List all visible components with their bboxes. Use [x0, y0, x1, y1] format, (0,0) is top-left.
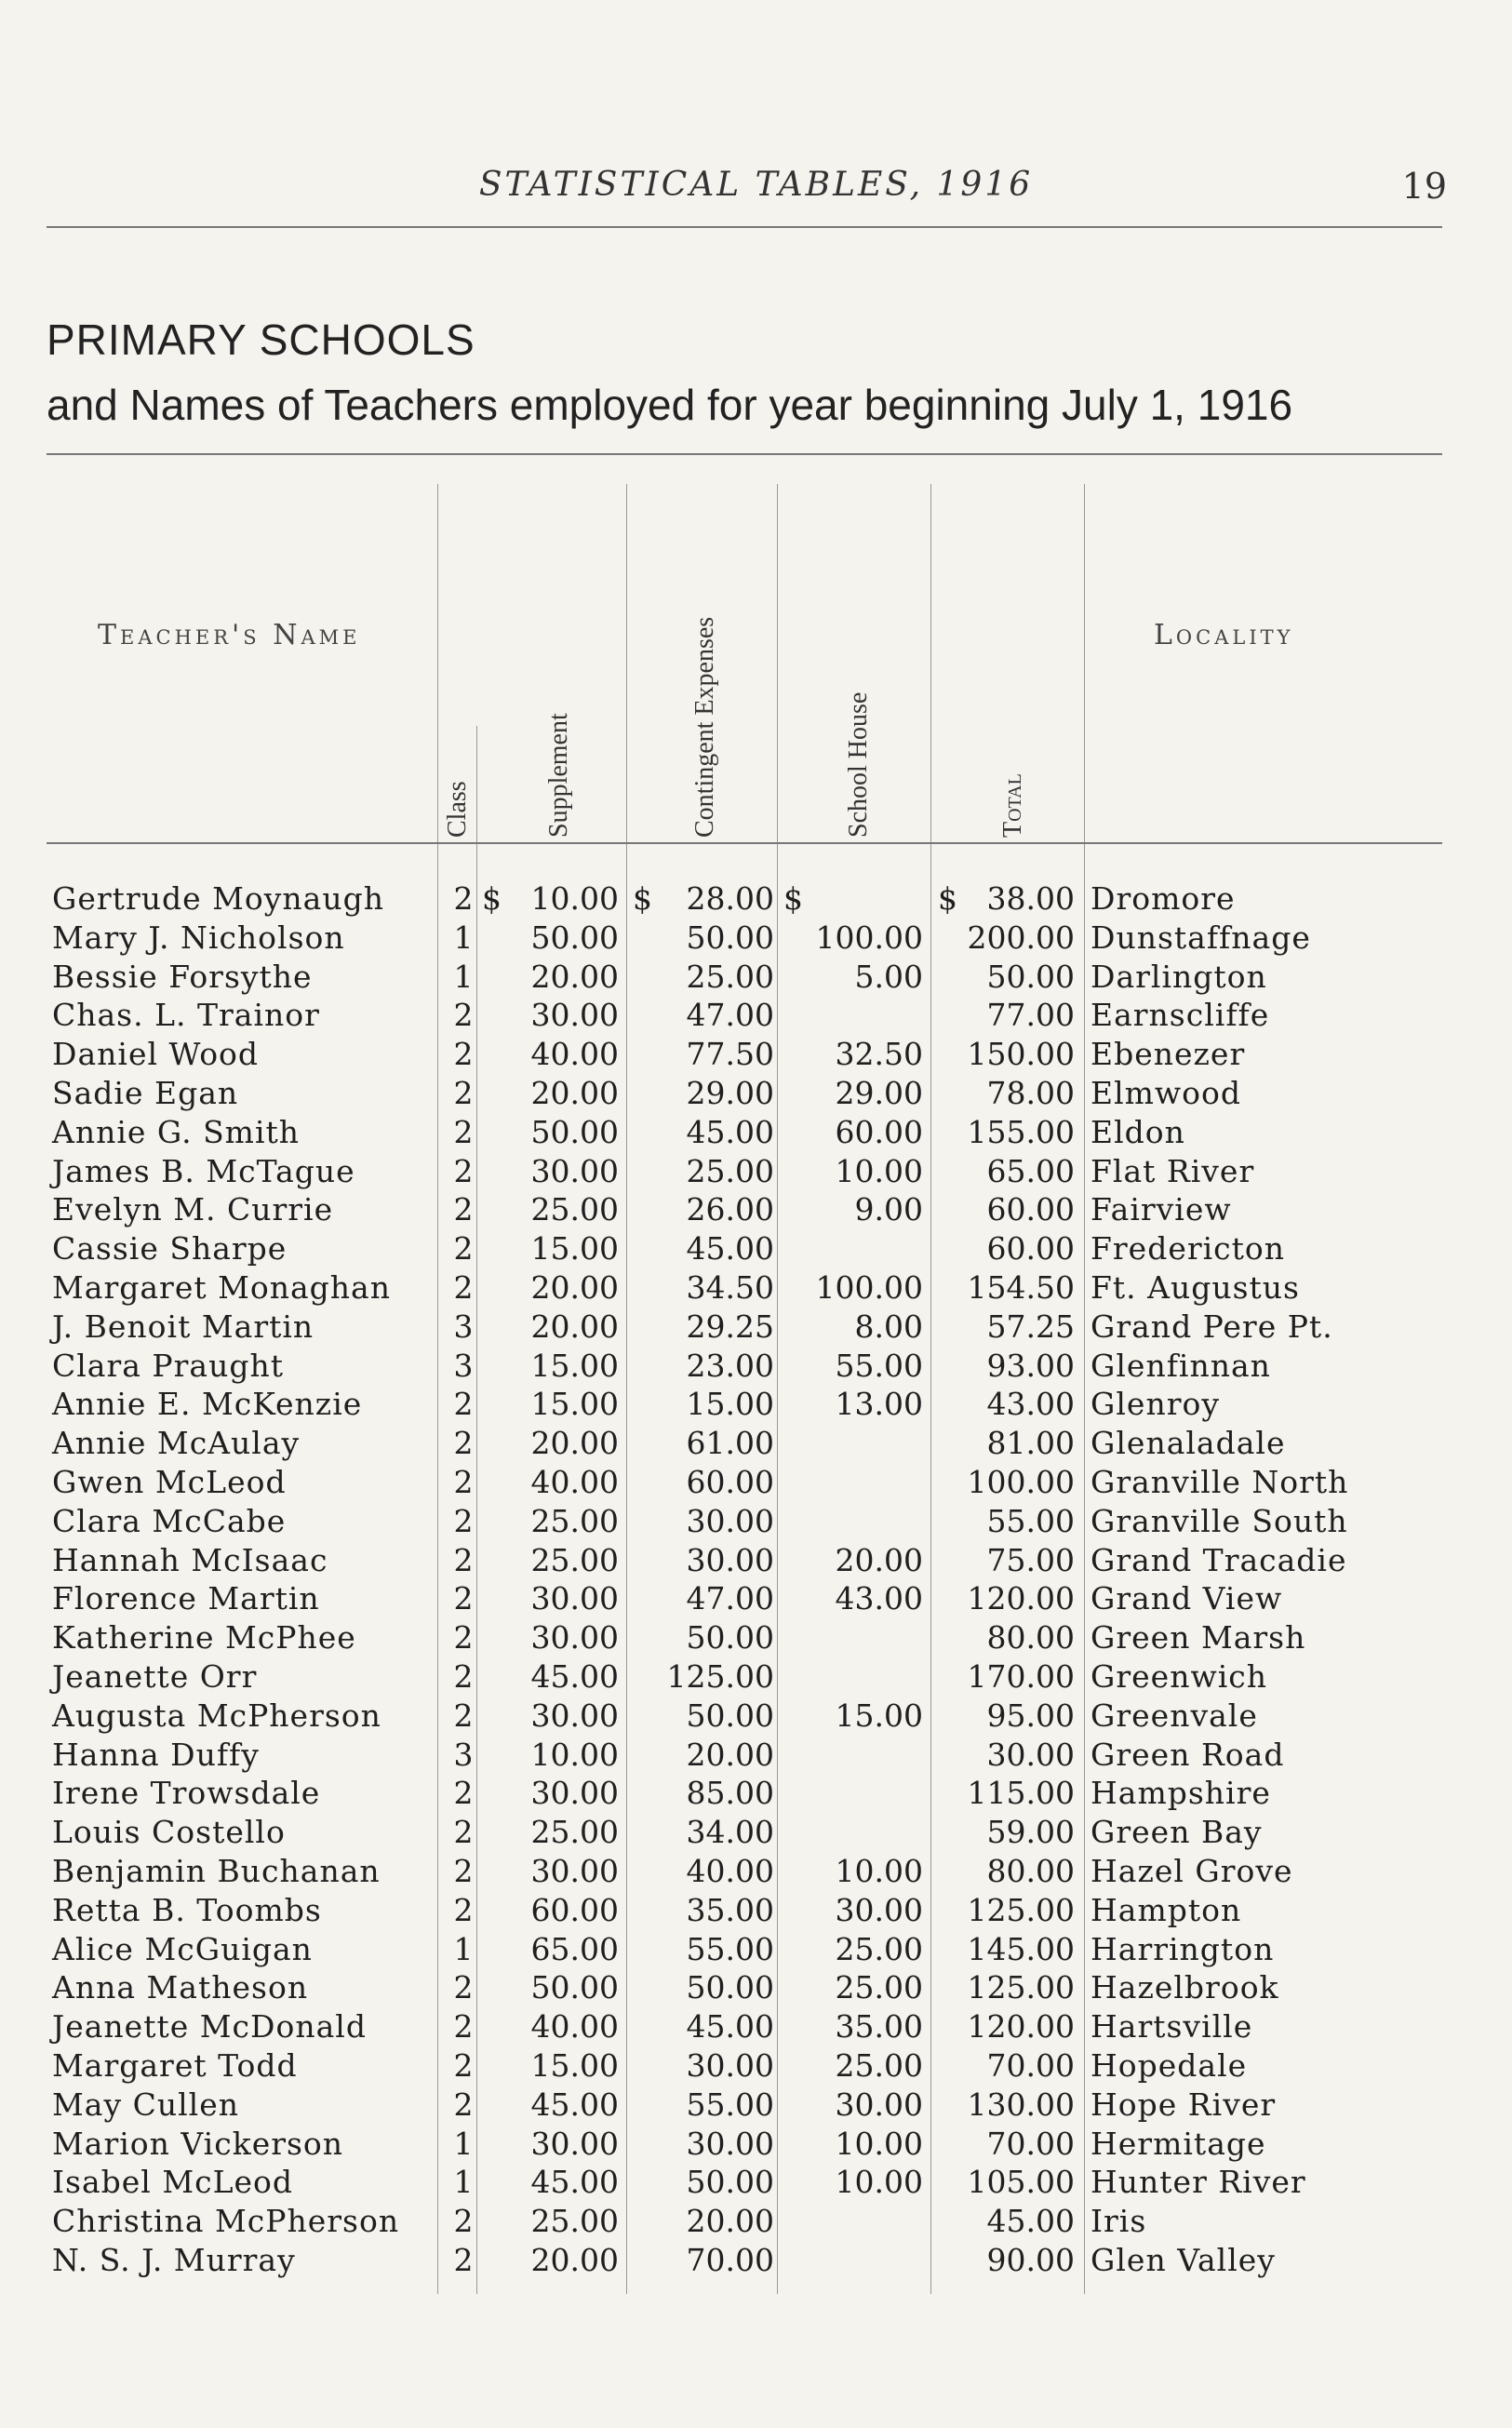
cell-total: 154.50 — [967, 1268, 1075, 1306]
cell-locality: Green Marsh — [1091, 1619, 1306, 1657]
cell-class: 2 — [453, 1386, 474, 1423]
cell-name: Marion Vickerson — [52, 2125, 344, 2162]
cell-class: 2 — [453, 1191, 474, 1228]
cell-total: 170.00 — [967, 1657, 1075, 1695]
cell-school-house: 30.00 — [835, 1891, 923, 1928]
cell-supplement: 40.00 — [530, 1036, 619, 1073]
cell-total: 145.00 — [967, 1930, 1075, 1967]
cell-total: 93.00 — [986, 1347, 1075, 1384]
cell-school-house: 100.00 — [815, 1268, 923, 1306]
cell-locality: Dromore — [1091, 880, 1236, 917]
cell-contingent: 30.00 — [686, 2125, 774, 2162]
cell-contingent: 20.00 — [686, 1736, 774, 1773]
cell-school-house: 8.00 — [854, 1308, 923, 1345]
cell-total: 45.00 — [986, 2203, 1075, 2240]
cell-school-house: 5.00 — [854, 958, 923, 995]
table-row — [0, 1463, 1512, 1502]
cell-class: 2 — [453, 1697, 474, 1734]
cell-total: 80.00 — [986, 1852, 1075, 1889]
cell-contingent: 50.00 — [686, 1697, 774, 1734]
cell-supplement: 30.00 — [530, 1852, 619, 1889]
table-row — [0, 1618, 1512, 1657]
cell-name: Annie McAulay — [52, 1425, 301, 1462]
cell-contingent: 61.00 — [686, 1425, 774, 1462]
table-row — [0, 2007, 1512, 2046]
header-rule — [47, 226, 1442, 228]
cell-school-house: 9.00 — [854, 1191, 923, 1228]
cell-locality: Ebenezer — [1091, 1036, 1246, 1073]
cell-class: 2 — [453, 2203, 474, 2240]
currency-symbol: $ — [938, 880, 957, 917]
cell-name: Mary J. Nicholson — [52, 919, 345, 956]
cell-contingent: 85.00 — [686, 1775, 774, 1812]
cell-contingent: 28.00 — [686, 880, 774, 917]
cell-locality: Hunter River — [1091, 2164, 1306, 2201]
cell-name: Annie G. Smith — [52, 1113, 301, 1150]
cell-supplement: 30.00 — [530, 1152, 619, 1189]
cell-class: 1 — [453, 958, 474, 995]
cell-total: 60.00 — [986, 1230, 1075, 1268]
page-title: PRIMARY SCHOOLS — [47, 315, 475, 364]
cell-total: 125.00 — [967, 1969, 1075, 2006]
cell-locality: Hampshire — [1091, 1775, 1271, 1812]
cell-total: 130.00 — [967, 2086, 1075, 2123]
cell-locality: Hazelbrook — [1091, 1969, 1279, 2006]
table-row — [0, 879, 1512, 919]
cell-locality: Greenvale — [1091, 1697, 1258, 1734]
table-row — [0, 1813, 1512, 1852]
cell-name: Hanna Duffy — [52, 1736, 260, 1773]
cell-name: Katherine McPhee — [52, 1619, 356, 1657]
cell-supplement: 30.00 — [530, 1580, 619, 1617]
cell-name: Annie E. McKenzie — [52, 1386, 363, 1423]
cell-supplement: 25.00 — [530, 1502, 619, 1539]
cell-total: 38.00 — [986, 880, 1075, 917]
cell-supplement: 30.00 — [530, 1697, 619, 1734]
cell-contingent: 50.00 — [686, 1969, 774, 2006]
cell-total: 115.00 — [967, 1775, 1075, 1812]
cell-contingent: 20.00 — [686, 2203, 774, 2240]
cell-total: 95.00 — [986, 1697, 1075, 1734]
cell-supplement: 45.00 — [530, 2086, 619, 2123]
cell-supplement: 30.00 — [530, 1775, 619, 1812]
currency-symbol: $ — [783, 880, 803, 917]
cell-total: 150.00 — [967, 1036, 1075, 1073]
cell-class: 2 — [453, 1268, 474, 1306]
cell-total: 100.00 — [967, 1463, 1075, 1500]
cell-locality: Elmwood — [1091, 1074, 1242, 1111]
cell-locality: Iris — [1091, 2203, 1147, 2240]
cell-supplement: 25.00 — [530, 1191, 619, 1228]
cell-total: 81.00 — [986, 1425, 1075, 1462]
cell-total: 30.00 — [986, 1736, 1075, 1773]
running-head: STATISTICAL TABLES, 1916 — [478, 166, 1034, 204]
cell-locality: Hartsville — [1091, 2008, 1253, 2046]
cell-contingent: 77.50 — [686, 1036, 774, 1073]
table-row — [0, 1968, 1512, 2007]
cell-school-house: 35.00 — [835, 2008, 923, 2046]
table-row — [0, 1891, 1512, 1930]
cell-contingent: 50.00 — [686, 1619, 774, 1657]
cell-supplement: 15.00 — [530, 1230, 619, 1268]
cell-name: Anna Matheson — [52, 1969, 309, 2006]
cell-class: 2 — [453, 1541, 474, 1578]
table-row — [0, 1774, 1512, 1813]
cell-name: Evelyn M. Currie — [52, 1191, 334, 1228]
cell-total: 90.00 — [986, 2241, 1075, 2278]
cell-school-house: 55.00 — [835, 1347, 923, 1384]
table-row — [0, 1852, 1512, 1891]
cell-class: 2 — [453, 1230, 474, 1268]
cell-school-house: 10.00 — [835, 1852, 923, 1889]
cell-name: Clara Praught — [52, 1347, 284, 1384]
cell-name: Augusta McPherson — [52, 1697, 381, 1734]
cell-class: 2 — [453, 2008, 474, 2046]
cell-school-house: 30.00 — [835, 2086, 923, 2123]
table-row — [0, 2086, 1512, 2125]
cell-school-house: 43.00 — [835, 1580, 923, 1617]
cell-supplement: 25.00 — [530, 1541, 619, 1578]
cell-name: Clara McCabe — [52, 1502, 287, 1539]
cell-total: 120.00 — [967, 2008, 1075, 2046]
cell-locality: Darlington — [1091, 958, 1267, 995]
cell-locality: Hope River — [1091, 2086, 1277, 2123]
cell-total: 57.25 — [986, 1308, 1075, 1345]
cell-name: Chas. L. Trainor — [52, 997, 320, 1034]
cell-supplement: 20.00 — [530, 1425, 619, 1462]
table-row — [0, 958, 1512, 997]
header-bottom-rule — [47, 842, 1442, 844]
cell-name: Isabel McLeod — [52, 2164, 294, 2201]
table-row — [0, 2163, 1512, 2202]
cell-supplement: 15.00 — [530, 1386, 619, 1423]
cell-class: 2 — [453, 1074, 474, 1111]
cell-locality: Grand View — [1091, 1580, 1283, 1617]
cell-name: Louis Costello — [52, 1814, 286, 1851]
cell-school-house: 13.00 — [835, 1386, 923, 1423]
cell-class: 2 — [453, 1852, 474, 1889]
cell-locality: Glenaladale — [1091, 1425, 1286, 1462]
cell-total: 77.00 — [986, 997, 1075, 1034]
table-row — [0, 1736, 1512, 1775]
cell-contingent: 60.00 — [686, 1463, 774, 1500]
cell-locality: Grand Tracadie — [1091, 1541, 1347, 1578]
cell-class: 2 — [453, 1969, 474, 2006]
cell-locality: Dunstaffnage — [1091, 919, 1311, 956]
cell-name: Hannah McIsaac — [52, 1541, 328, 1578]
cell-contingent: 34.00 — [686, 1814, 774, 1851]
cell-contingent: 29.00 — [686, 1074, 774, 1111]
cell-class: 2 — [453, 2241, 474, 2278]
table-row — [0, 1229, 1512, 1268]
cell-contingent: 55.00 — [686, 2086, 774, 2123]
header-supplement: Supplement — [544, 713, 573, 838]
cell-school-house: 10.00 — [835, 2125, 923, 2162]
cell-contingent: 45.00 — [686, 1113, 774, 1150]
cell-total: 43.00 — [986, 1386, 1075, 1423]
cell-total: 200.00 — [967, 919, 1075, 956]
title-rule — [47, 453, 1442, 455]
table-row — [0, 2125, 1512, 2164]
cell-class: 2 — [453, 1113, 474, 1150]
cell-supplement: 20.00 — [530, 1268, 619, 1306]
cell-name: Gertrude Moynaugh — [52, 880, 384, 917]
table-row — [0, 1074, 1512, 1113]
cell-supplement: 15.00 — [530, 2046, 619, 2084]
cell-contingent: 15.00 — [686, 1386, 774, 1423]
cell-class: 2 — [453, 2086, 474, 2123]
cell-contingent: 23.00 — [686, 1347, 774, 1384]
cell-name: Bessie Forsythe — [52, 958, 313, 995]
cell-class: 2 — [453, 1036, 474, 1073]
cell-contingent: 40.00 — [686, 1852, 774, 1889]
cell-school-house: 10.00 — [835, 2164, 923, 2201]
cell-locality: Earnscliffe — [1091, 997, 1270, 1034]
cell-contingent: 34.50 — [686, 1268, 774, 1306]
cell-class: 2 — [453, 1502, 474, 1539]
cell-contingent: 70.00 — [686, 2241, 774, 2278]
cell-school-house: 15.00 — [835, 1697, 923, 1734]
cell-locality: Grand Pere Pt. — [1091, 1308, 1333, 1345]
cell-school-house: 25.00 — [835, 2046, 923, 2084]
cell-locality: Fairview — [1091, 1191, 1232, 1228]
table-row — [0, 1657, 1512, 1697]
table-row — [0, 1113, 1512, 1152]
table-row — [0, 1930, 1512, 1969]
header-teachers-name: Teacher's Name — [98, 619, 361, 651]
cell-supplement: 20.00 — [530, 958, 619, 995]
cell-contingent: 50.00 — [686, 2164, 774, 2201]
cell-locality: Granville South — [1091, 1502, 1348, 1539]
cell-locality: Harrington — [1091, 1930, 1275, 1967]
cell-locality: Flat River — [1091, 1152, 1255, 1189]
table-row — [0, 996, 1512, 1035]
cell-name: Gwen McLeod — [52, 1463, 287, 1500]
cell-class: 1 — [453, 919, 474, 956]
cell-name: Sadie Egan — [52, 1074, 239, 1111]
cell-contingent: 30.00 — [686, 2046, 774, 2084]
cell-class: 1 — [453, 2125, 474, 2162]
cell-supplement: 45.00 — [530, 1657, 619, 1695]
cell-locality: Hopedale — [1091, 2046, 1248, 2084]
cell-total: 60.00 — [986, 1191, 1075, 1228]
cell-locality: Glenfinnan — [1091, 1347, 1271, 1384]
cell-class: 3 — [453, 1736, 474, 1773]
cell-name: Daniel Wood — [52, 1036, 260, 1073]
cell-school-house: 60.00 — [835, 1113, 923, 1150]
page-number: 19 — [1401, 166, 1447, 207]
table-row — [0, 1697, 1512, 1736]
cell-contingent: 29.25 — [686, 1308, 774, 1345]
header-total: Total — [998, 773, 1027, 838]
cell-school-house: 25.00 — [835, 1969, 923, 2006]
cell-locality: Eldon — [1091, 1113, 1185, 1150]
cell-total: 55.00 — [986, 1502, 1075, 1539]
cell-total: 78.00 — [986, 1074, 1075, 1111]
cell-supplement: 25.00 — [530, 2203, 619, 2240]
cell-locality: Granville North — [1091, 1463, 1349, 1500]
cell-locality: Fredericton — [1091, 1230, 1286, 1268]
cell-total: 155.00 — [967, 1113, 1075, 1150]
cell-school-house: 32.50 — [835, 1036, 923, 1073]
cell-contingent: 25.00 — [686, 1152, 774, 1189]
header-locality: Locality — [1154, 619, 1294, 651]
cell-class: 2 — [453, 880, 474, 917]
cell-total: 59.00 — [986, 1814, 1075, 1851]
cell-class: 2 — [453, 1775, 474, 1812]
cell-supplement: 30.00 — [530, 997, 619, 1034]
table-row — [0, 1579, 1512, 1618]
cell-class: 2 — [453, 997, 474, 1034]
cell-contingent: 125.00 — [666, 1657, 774, 1695]
cell-name: James B. McTague — [52, 1152, 355, 1189]
page-subtitle: and Names of Teachers employed for year beginning July 1, 1916 — [47, 381, 1293, 429]
cell-class: 1 — [453, 1930, 474, 1967]
cell-supplement: 25.00 — [530, 1814, 619, 1851]
cell-total: 75.00 — [986, 1541, 1075, 1578]
cell-class: 2 — [453, 1580, 474, 1617]
cell-name: Alice McGuigan — [52, 1930, 313, 1967]
cell-supplement: 60.00 — [530, 1891, 619, 1928]
cell-locality: Green Bay — [1091, 1814, 1263, 1851]
cell-total: 70.00 — [986, 2046, 1075, 2084]
table-row — [0, 919, 1512, 958]
cell-name: J. Benoit Martin — [52, 1308, 314, 1345]
header-school-house: School House — [844, 691, 873, 838]
cell-supplement: 50.00 — [530, 1113, 619, 1150]
cell-supplement: 20.00 — [530, 1308, 619, 1345]
cell-name: Retta B. Toombs — [52, 1891, 322, 1928]
cell-contingent: 50.00 — [686, 919, 774, 956]
table-row — [0, 1308, 1512, 1347]
cell-class: 3 — [453, 1308, 474, 1345]
table-row — [0, 1152, 1512, 1191]
cell-name: N. S. J. Murray — [52, 2241, 296, 2278]
cell-locality: Hazel Grove — [1091, 1852, 1293, 1889]
cell-total: 50.00 — [986, 958, 1075, 995]
cell-locality: Greenwich — [1091, 1657, 1267, 1695]
cell-supplement: 30.00 — [530, 1619, 619, 1657]
table-row — [0, 1347, 1512, 1386]
cell-name: Benjamin Buchanan — [52, 1852, 381, 1889]
cell-name: Jeanette Orr — [52, 1657, 258, 1695]
cell-class: 2 — [453, 2046, 474, 2084]
table-row — [0, 1268, 1512, 1308]
cell-class: 2 — [453, 1152, 474, 1189]
cell-supplement: 65.00 — [530, 1930, 619, 1967]
cell-supplement: 50.00 — [530, 1969, 619, 2006]
cell-contingent: 30.00 — [686, 1541, 774, 1578]
cell-locality: Green Road — [1091, 1736, 1285, 1773]
cell-contingent: 47.00 — [686, 1580, 774, 1617]
cell-contingent: 45.00 — [686, 1230, 774, 1268]
cell-supplement: 50.00 — [530, 919, 619, 956]
cell-total: 65.00 — [986, 1152, 1075, 1189]
cell-supplement: 30.00 — [530, 2125, 619, 2162]
cell-contingent: 35.00 — [686, 1891, 774, 1928]
cell-name: Irene Trowsdale — [52, 1775, 321, 1812]
cell-contingent: 26.00 — [686, 1191, 774, 1228]
table-row — [0, 1541, 1512, 1580]
currency-symbol: $ — [633, 880, 652, 917]
cell-school-house: 100.00 — [815, 919, 923, 956]
cell-class: 2 — [453, 1463, 474, 1500]
cell-school-house: 10.00 — [835, 1152, 923, 1189]
table-row — [0, 1035, 1512, 1074]
cell-locality: Hermitage — [1091, 2125, 1266, 2162]
table-row — [0, 1424, 1512, 1463]
cell-total: 80.00 — [986, 1619, 1075, 1657]
cell-contingent: 47.00 — [686, 997, 774, 1034]
header-contingent-expenses: Contingent Expenses — [690, 616, 719, 838]
cell-name: Margaret Todd — [52, 2046, 298, 2084]
cell-class: 2 — [453, 1657, 474, 1695]
cell-contingent: 45.00 — [686, 2008, 774, 2046]
table-row — [0, 2241, 1512, 2280]
table-row — [0, 2046, 1512, 2086]
cell-contingent: 55.00 — [686, 1930, 774, 1967]
cell-supplement: 10.00 — [530, 1736, 619, 1773]
cell-locality: Ft. Augustus — [1091, 1268, 1300, 1306]
cell-class: 2 — [453, 1425, 474, 1462]
cell-class: 3 — [453, 1347, 474, 1384]
cell-locality: Glen Valley — [1091, 2241, 1276, 2278]
cell-name: Cassie Sharpe — [52, 1230, 288, 1268]
table-row — [0, 1190, 1512, 1229]
cell-total: 105.00 — [967, 2164, 1075, 2201]
cell-name: Florence Martin — [52, 1580, 320, 1617]
header-class: Class — [443, 781, 472, 838]
cell-total: 120.00 — [967, 1580, 1075, 1617]
currency-symbol: $ — [482, 880, 502, 917]
cell-name: May Cullen — [52, 2086, 239, 2123]
table-row — [0, 2202, 1512, 2241]
cell-locality: Hampton — [1091, 1891, 1242, 1928]
cell-locality: Glenroy — [1091, 1386, 1220, 1423]
cell-supplement: 15.00 — [530, 1347, 619, 1384]
table-row — [0, 1385, 1512, 1424]
cell-supplement: 40.00 — [530, 1463, 619, 1500]
cell-school-house: 25.00 — [835, 1930, 923, 1967]
cell-supplement: 20.00 — [530, 1074, 619, 1111]
cell-name: Margaret Monaghan — [52, 1268, 391, 1306]
table-row — [0, 1502, 1512, 1541]
cell-total: 125.00 — [967, 1891, 1075, 1928]
cell-class: 2 — [453, 1814, 474, 1851]
cell-name: Jeanette McDonald — [52, 2008, 367, 2046]
cell-school-house: 29.00 — [835, 1074, 923, 1111]
cell-contingent: 30.00 — [686, 1502, 774, 1539]
cell-name: Christina McPherson — [52, 2203, 400, 2240]
cell-supplement: 20.00 — [530, 2241, 619, 2278]
teacher-table — [0, 879, 1512, 2280]
cell-total: 70.00 — [986, 2125, 1075, 2162]
cell-supplement: 10.00 — [530, 880, 619, 917]
cell-school-house: 20.00 — [835, 1541, 923, 1578]
cell-class: 1 — [453, 2164, 474, 2201]
cell-supplement: 40.00 — [530, 2008, 619, 2046]
cell-class: 2 — [453, 1891, 474, 1928]
cell-class: 2 — [453, 1619, 474, 1657]
cell-contingent: 25.00 — [686, 958, 774, 995]
cell-supplement: 45.00 — [530, 2164, 619, 2201]
